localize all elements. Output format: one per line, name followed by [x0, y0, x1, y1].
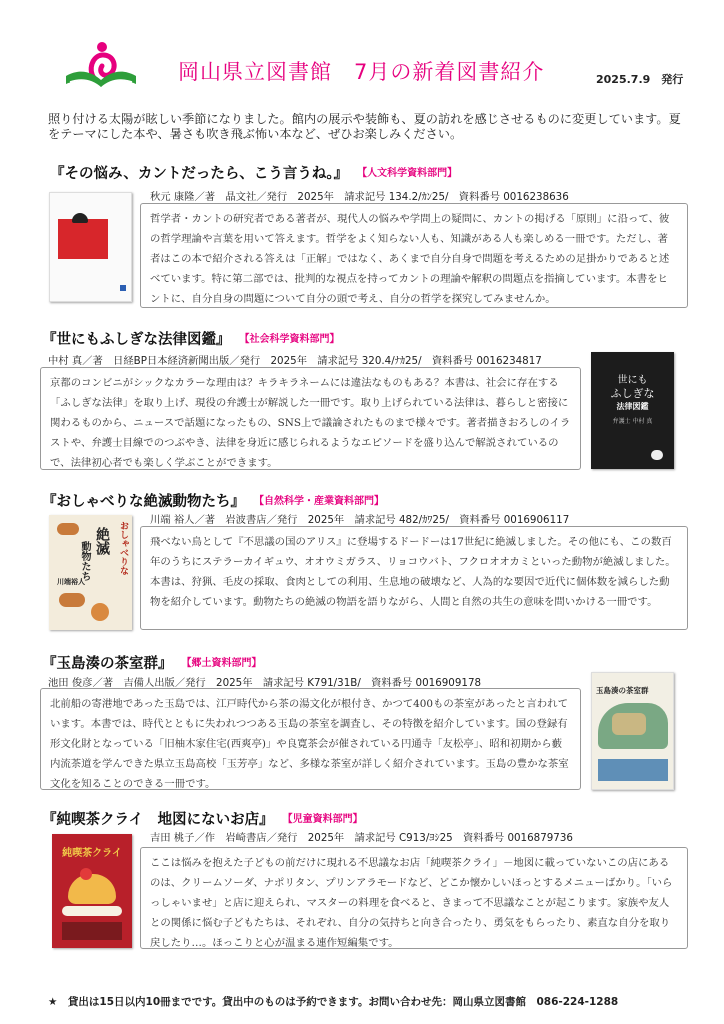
book-1-cover [49, 192, 132, 302]
book-2-description: 京都のコンビニがシックなカラーな理由は？キラキラネームには違法なものもある？本書は、社会に存在する「ふしぎな法律」を取り上げ、現役の弁護士が解説した一冊です。取り上げられている法律は、暮らしと密接に関わるものから、ニュースで話題になったもの、SNS上で議論されたものまで様々です。著者描きおろしのイラストや、弁護士目線でのつぶやき、法律を身近に感じられるようなエピソードを盛り込んで解説されているので、法律初心者でも楽しく学ぶことができます。 [40, 367, 581, 470]
book-3-cover-line-1: おしゃべりな [118, 521, 128, 575]
book-2-cover-line-1: 世にも [617, 375, 648, 386]
page-title: 岡山県立図書館 7月の新着図書紹介 [178, 60, 545, 84]
intro-text: 照り付ける太陽が眩しい季節になりました。館内の展示や装飾も、夏の訪れを感じさせるものに変更しています。夏をテーマにした本や、暑さも吹き飛ぶ怖い本など、ぜひお楽しみください。 [48, 112, 681, 141]
book-5-cover [52, 834, 132, 948]
book-3-cover-line-3: 動物たち [79, 541, 90, 581]
book-4-title-row [42, 652, 262, 673]
book-1-meta: 秋元 康隆／著 晶文社／発行 2025年 請求記号 134.2/ｶﾝ25/ 資料番号 0016238636 [150, 191, 569, 203]
book-3-cover [49, 515, 132, 630]
book-3-category: 【自然科学・産業資料部門】 [259, 496, 384, 507]
book-1-title: 『その悩み、カントだったら、こう言うね。』 [50, 166, 349, 182]
book-5-cover-title: 純喫茶クライ [62, 848, 122, 859]
library-logo-icon [62, 38, 140, 96]
book-3-title-row [42, 490, 384, 511]
book-3-cover-line-2: 絶滅 [94, 527, 110, 555]
book-4-title: 『玉島湊の茶室群』 [42, 656, 173, 672]
book-2-title: 『世にもふしぎな法律図鑑』 [42, 332, 231, 348]
book-2-cover [591, 352, 674, 469]
book-1-title-row [50, 162, 457, 183]
book-2-cover-author: 弁護士 中村 真 [612, 418, 653, 425]
book-5-title: 『純喫茶クライ 地図にないお店』 [42, 812, 274, 828]
book-2-cover-line-3: 法律図鑑 [616, 401, 649, 411]
book-1-category: 【人文科学資料部門】 [362, 168, 458, 179]
book-1-description: 哲学者・カントの研究者である著者が、現代人の悩みや学問上の疑問に、カントの掲げる「原則」に沿って、彼の哲学理論や言葉を用いて答えます。哲学をよく知らない人も、知識がある人も楽しめる一冊です。ただし、著者はこの本で紹介される答えは「正解」ではなく、あくまで自分自身で問題を考えるための足掛かりであると述べています。特に第二部では、批判的な視点を持ってカントの理論や解釈の問題点を指摘しています。本書をヒントに、自分自身の問題について自分の頭で考え、自分の哲学を探究してみませんか。 [140, 203, 688, 308]
book-3-title: 『おしゃべりな絶滅動物たち』 [42, 494, 245, 510]
book-4-category: 【郷土資料部門】 [186, 658, 262, 669]
book-4-cover [591, 672, 674, 790]
issue-date: 2025.7.9 発行 [596, 73, 684, 86]
book-5-title-row [42, 808, 363, 829]
book-5-description: ここは悩みを抱えた子どもの前だけに現れる不思議なお店「純喫茶クライ」－地図に載っていないこの店にあるのは、クリームソーダ、ナポリタン、プリンアラモードなど、どこか懐かしいほっとするメニューばかり。「いらっしゃいませ」と店に迎えられ、マスターの料理を食べると、きまって不思議なことが起こります。家族や友人との関係に悩む子どもたちは、それぞれ、自分の気持ちと向き合ったり、勇気をもらったり、素直な自分を取り戻したり…。ほっこりと心が温まる連作短編集です。 [140, 847, 688, 949]
book-3-meta: 川端 裕人／著 岩波書店／発行 2025年 請求記号 482/ｶﾜ25/ 資料番号 0016906117 [150, 514, 570, 526]
book-4-meta: 池田 俊彦／著 吉備人出版／発行 2025年 請求記号 K791/31B/ 資料番号 0016909178 [48, 677, 482, 689]
book-2-category: 【社会科学資料部門】 [244, 334, 340, 345]
book-4-description: 北前船の寄港地であった玉島では、江戸時代から茶の湯文化が根付き、かつて400もの茶室があったと言われています。本書では、時代とともに失われつつある玉島の茶室を調査し、その特徴を紹介しています。国の登録有形文化財となっている「旧柚木家住宅(西爽亭)」や良寛茶会が催されている円通寺「友松亭」、昭和初期から藪内流茶道を学んできた県立玉島高校「玉芳亭」など、多様な茶室が詳しく紹介されています。玉島の豊かな茶室文化を知ることのできる一冊です。 [40, 688, 581, 790]
book-2-cover-line-2: ふしぎな [610, 387, 655, 400]
footer-note: ★ 貸出は15日以内10冊までです。貸出中のものは予約できます。お問い合わせ先：岡山県立図書館 086-224-1288 [48, 996, 619, 1008]
book-3-description: 飛べない鳥として『不思議の国のアリス』に登場するドードーは17世紀に絶滅しました。その他にも、この数百年のうちにステラーカイギュウ、オオウミガラス、リョコウバト、フクロオオカミといった動物が絶滅しました。本書は、狩猟、毛皮の採取、食肉としての利用、生息地の破壊など、人為的な要因で近代に個体数を減らした動物を紹介しています。動物たちの絶滅の物語を語りながら、人間と自然の共生の意味を問いかける一冊です。 [140, 526, 688, 630]
book-2-meta: 中村 真／著 日経BP日本経済新聞出版／発行 2025年 請求記号 320.4/ﾅｶ25/ 資料番号 0016234817 [48, 355, 542, 367]
book-5-meta: 吉田 桃子／作 岩崎書店／発行 2025年 請求記号 C913/ﾖｼ25 資料番号 0016879736 [150, 832, 573, 844]
book-3-cover-author: 川端裕人 [57, 578, 85, 586]
book-5-category: 【児童資料部門】 [287, 814, 363, 825]
book-4-cover-title: 玉島湊の茶室群 [596, 686, 649, 695]
book-2-title-row [42, 328, 340, 349]
